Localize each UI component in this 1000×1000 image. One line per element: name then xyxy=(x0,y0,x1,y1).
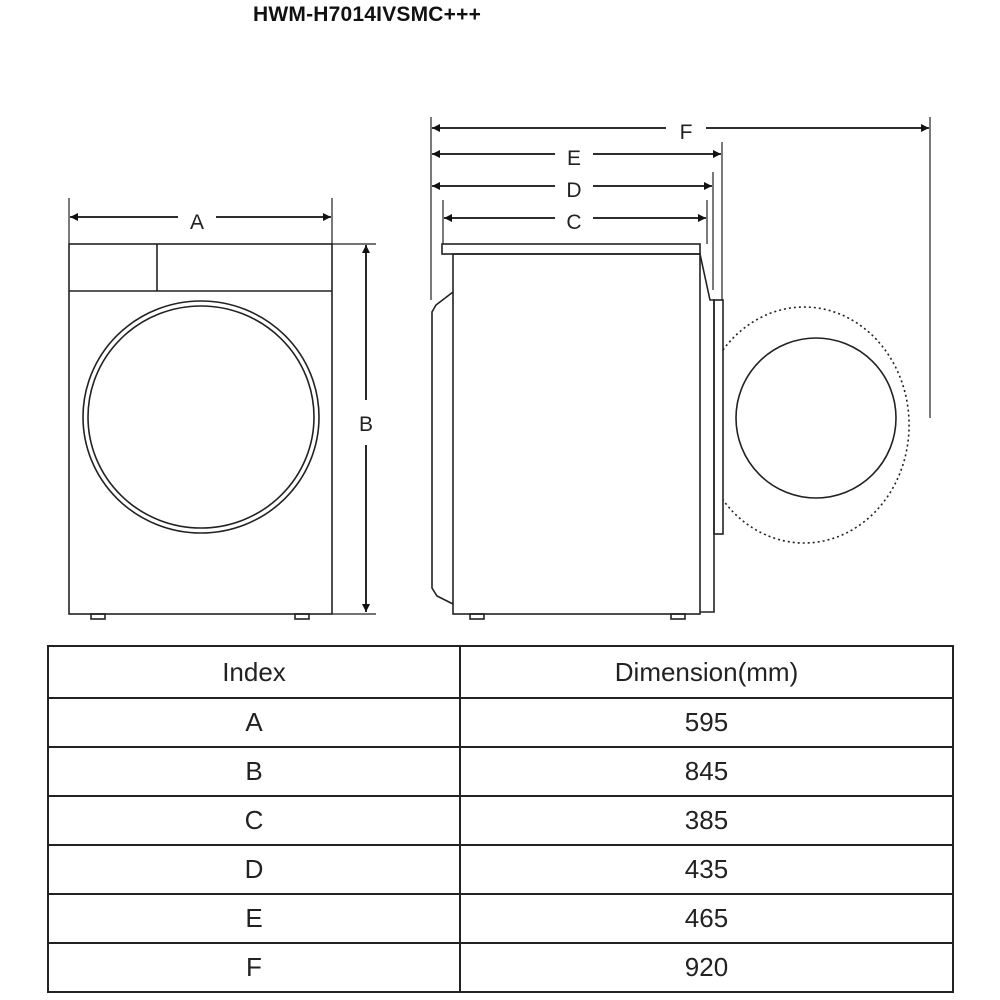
side-foot-left xyxy=(470,614,484,619)
table-header-index: Index xyxy=(48,646,460,698)
table-header-row xyxy=(48,646,953,698)
table-row xyxy=(48,698,953,747)
side-door-profile xyxy=(700,254,714,612)
row-index: E xyxy=(48,894,460,943)
row-value: 465 xyxy=(460,894,953,943)
side-back-cover xyxy=(432,292,453,604)
row-value: 920 xyxy=(460,943,953,992)
label-a: A xyxy=(189,211,205,234)
row-index: B xyxy=(48,747,460,796)
label-b: B xyxy=(358,413,374,436)
table-row xyxy=(48,943,953,992)
open-door-swing-outline xyxy=(723,307,909,543)
front-foot-right xyxy=(295,614,309,619)
table-row xyxy=(48,845,953,894)
row-index: D xyxy=(48,845,460,894)
row-value: 595 xyxy=(460,698,953,747)
row-index: C xyxy=(48,796,460,845)
dimension-table xyxy=(47,645,954,993)
row-value: 385 xyxy=(460,796,953,845)
label-e: E xyxy=(566,147,582,170)
row-value: 845 xyxy=(460,747,953,796)
table-row xyxy=(48,747,953,796)
front-body xyxy=(69,244,332,614)
open-door-inner-ring xyxy=(736,338,896,498)
table-row xyxy=(48,796,953,845)
side-body xyxy=(453,254,700,614)
table-header-dimension: Dimension(mm) xyxy=(460,646,953,698)
front-door-outer xyxy=(83,301,319,533)
row-value: 435 xyxy=(460,845,953,894)
side-view xyxy=(431,117,930,619)
label-c: C xyxy=(566,211,582,234)
front-door-inner xyxy=(88,306,314,528)
label-d: D xyxy=(566,179,582,202)
side-top-plate xyxy=(442,244,700,254)
side-door-glass xyxy=(714,300,723,534)
front-view xyxy=(69,198,376,619)
front-foot-left xyxy=(91,614,105,619)
row-index: F xyxy=(48,943,460,992)
label-f: F xyxy=(679,121,693,144)
model-title: HWM-H7014IVSMC+++ xyxy=(253,3,482,26)
side-foot-right xyxy=(671,614,685,619)
row-index: A xyxy=(48,698,460,747)
table-row xyxy=(48,894,953,943)
